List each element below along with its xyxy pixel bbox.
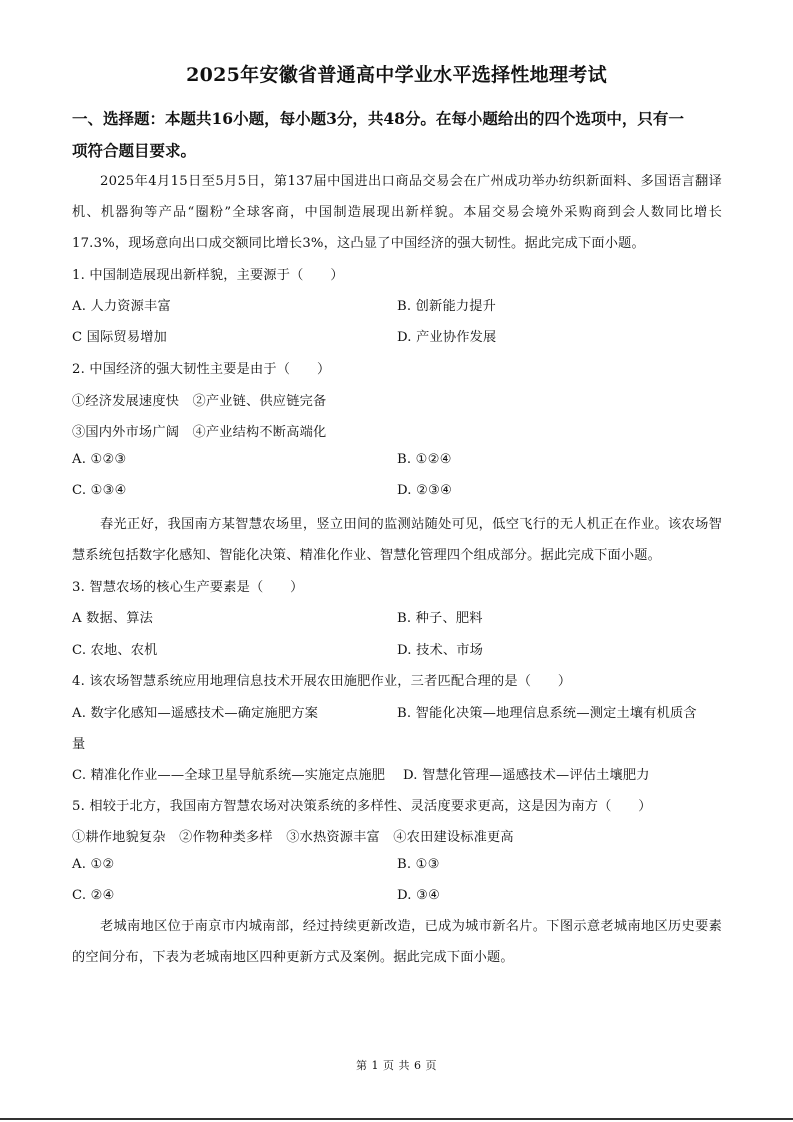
passage-smart-farm: 春光正好，我国南方某智慧农场里，竖立田间的监测站随处可见，低空飞行的无人机正在作业。该农场智慧系统包括数字化感知、智能化决策、精准化作业、智慧化管理四个组成部分。据此完成下面小题。 (72, 517, 722, 563)
q5-option-c: C. ②④ (72, 888, 115, 903)
question-2-stem: 2. 中国经济的强大韧性主要是由于（ ） (72, 362, 331, 377)
q4-option-c: C. 精准化作业——全球卫星导航系统—实施定点施肥 (72, 768, 386, 783)
passage-canton-fair: 2025年4月15日至5月5日，第137届中国进出口商品交易会在广州成功举办纺织新面料、多国语言翻译机、机器狗等产品“圈粉”全球客商，中国制造展现出新样貌。本届交易会境外采购商到会人数同比增长17.3%，现场意向出口成交额同比增长3%，这凸显了中国经济的强大韧性。据此完成下面小题。 (72, 174, 722, 251)
page-title: 2025年安徽省普通高中学业水平选择性地理考试 (186, 64, 607, 86)
question-4-stem: 4. 该农场智慧系统应用地理信息技术开展农田施肥作业，三者匹配合理的是（ ） (72, 674, 572, 689)
section-heading-line1: 一、选择题：本题共16小题，每小题3分，共48分。在每小题给出的四个选项中，只有一 (72, 109, 684, 128)
q4-option-b: B. 智能化决策—地理信息系统—测定土壤有机质含 (397, 706, 697, 721)
q3-option-d: D. 技术、市场 (397, 643, 484, 658)
q3-option-c: C. 农地、农机 (72, 643, 158, 658)
section-heading-line2: 项符合题目要求。 (72, 141, 197, 160)
q2-option-d: D. ②③④ (397, 483, 453, 498)
q2-option-c: C. ①③④ (72, 483, 127, 498)
page-number-footer: 第 1 页 共 6 页 (356, 1059, 437, 1072)
q4-option-a: A. 数字化感知—遥感技术—确定施肥方案 (72, 706, 319, 721)
q4-option-b-continued: 量 (72, 737, 86, 752)
question-5-stem: 5. 相较于北方，我国南方智慧农场对决策系统的多样性、灵活度要求更高，这是因为南方（ ） (72, 799, 652, 814)
q1-option-b: B. 创新能力提升 (397, 299, 496, 314)
q1-option-d: D. 产业协作发展 (397, 330, 497, 345)
passage-old-city-south: 老城南地区位于南京市内城南部，经过持续更新改造，已成为城市新名片。下图示意老城南地区历史要素的空间分布，下表为老城南地区四种更新方式及案例。据此完成下面小题。 (72, 919, 722, 965)
q5-statements: ①耕作地貌复杂 ②作物种类多样 ③水热资源丰富 ④农田建设标准更高 (72, 830, 514, 845)
q2-statements-2: ③国内外市场广阔 ④产业结构不断高端化 (72, 425, 327, 440)
bottom-divider (0, 1118, 793, 1120)
q4-option-d: D. 智慧化管理—遥感技术—评估土壤肥力 (403, 768, 650, 783)
question-1-stem: 1. 中国制造展现出新样貌，主要源于（ ） (72, 268, 344, 283)
q1-option-c: C 国际贸易增加 (72, 330, 168, 345)
q2-option-b: B. ①②④ (397, 452, 452, 467)
q3-option-a: A 数据、算法 (72, 611, 154, 626)
q5-option-b: B. ①③ (397, 857, 440, 872)
q1-option-a: A. 人力资源丰富 (72, 299, 171, 314)
question-3-stem: 3. 智慧农场的核心生产要素是（ ） (72, 580, 304, 595)
q5-option-a: A. ①② (72, 857, 115, 872)
q5-option-d: D. ③④ (397, 888, 441, 903)
q3-option-b: B. 种子、肥料 (397, 611, 483, 626)
q2-option-a: A. ①②③ (72, 452, 127, 467)
q2-statements-1: ①经济发展速度快 ②产业链、供应链完备 (72, 394, 327, 409)
